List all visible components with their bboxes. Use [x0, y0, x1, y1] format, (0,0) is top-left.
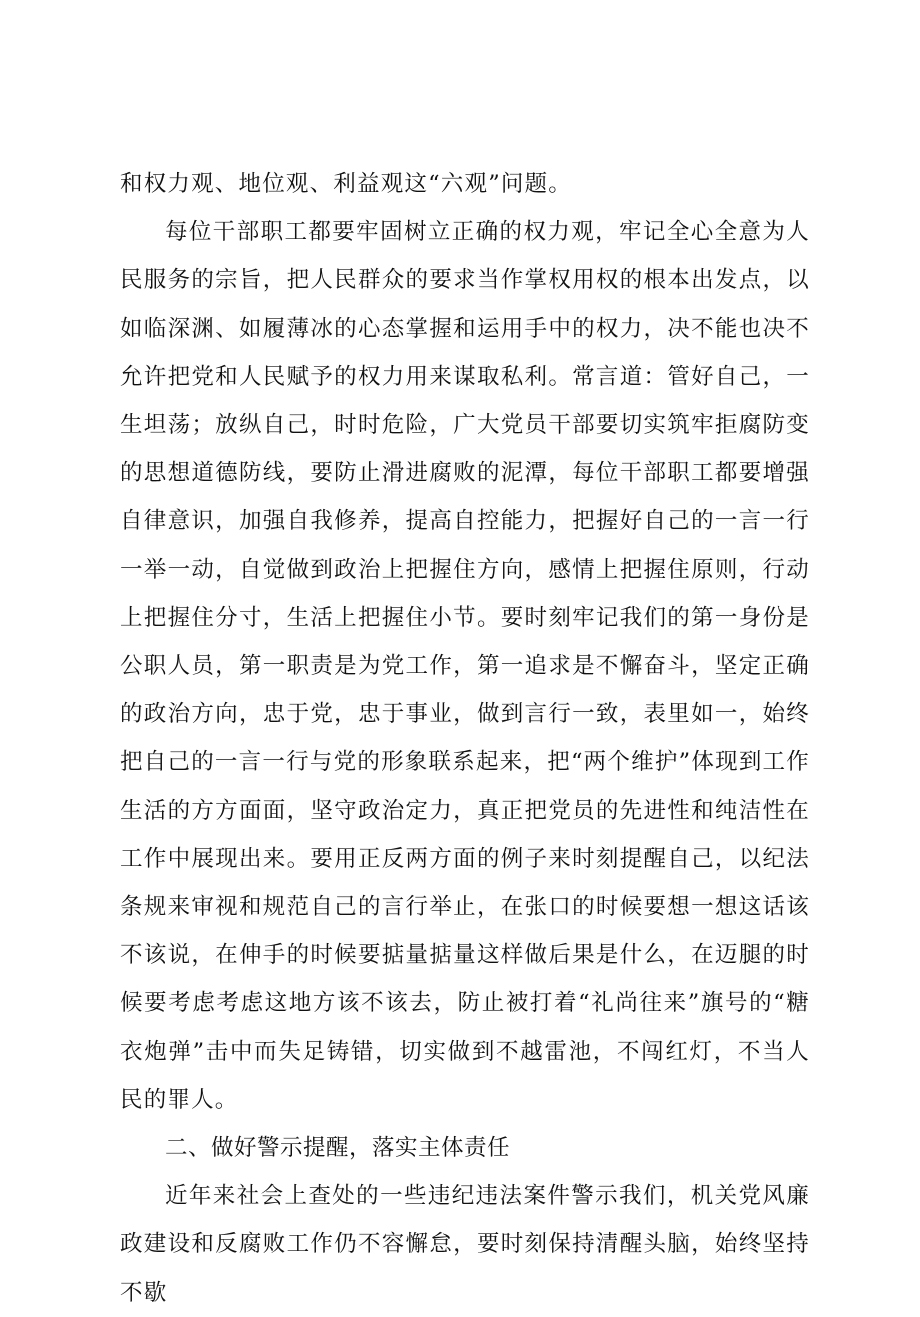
paragraph-warning: 近年来社会上查处的一些违纪违法案件警示我们，机关党风廉政建设和反腐败工作仍不容懈怠，要时刻保持清醒头脑，始终坚持不歇 [120, 1183, 810, 1306]
section-heading: 二、做好警示提醒，落实主体责任 [165, 1135, 511, 1162]
paragraph-power-view: 每位干部职工都要牢固树立正确的权力观，牢记全心全意为人民服务的宗旨，把人民群众的要求当作掌权用权的根本出发点，以如临深渊、如履薄冰的心态掌握和运用手中的权力，决不能也决不允许把党和人民赋予的权力用来谋取私利。常言道：管好自己，一生坦荡；放纵自己，时时危险，广大党员干部要切实筑牢拒腐防变的思想道德防线，要防止滑进腐败的泥潭，每位干部职工都要增强自律意识，加强自我修养，提高自控能力，把握好自己的一言一行一举一动，自觉做到政治上把握住方向，感情上把握住原则，行动上把握住分寸，生活上把握住小节。要时刻牢记我们的第一身份是公职人员，第一职责是为党工作，第一追求是不懈奋斗，坚定正确的政治方向，忠于党，忠于事业，做到言行一致，表里如一，始终把自己的一言一行与党的形象联系起来，把“两个维护”体现到工作生活的方方面面，坚守政治定力，真正把党员的先进性和纯洁性在工作中展现出来。要用正反两方面的例子来时刻提醒自己，以纪法条规来审视和规范自己的言行举止，在张口的时候要想一想这话该不该说，在伸手的时候要掂量掂量这样做后果是什么，在迈腿的时候要考虑考虑这地方该不该去，防止被打着“礼尚往来”旗号的“糖衣炮弹”击中而失足铸错，切实做到不越雷池，不闯红灯，不当人民的罪人。 [120, 219, 810, 1113]
paragraph-continued: 和权力观、地位观、利益观这“六观”问题。 [120, 171, 573, 197]
document-body [120, 160, 810, 1317]
